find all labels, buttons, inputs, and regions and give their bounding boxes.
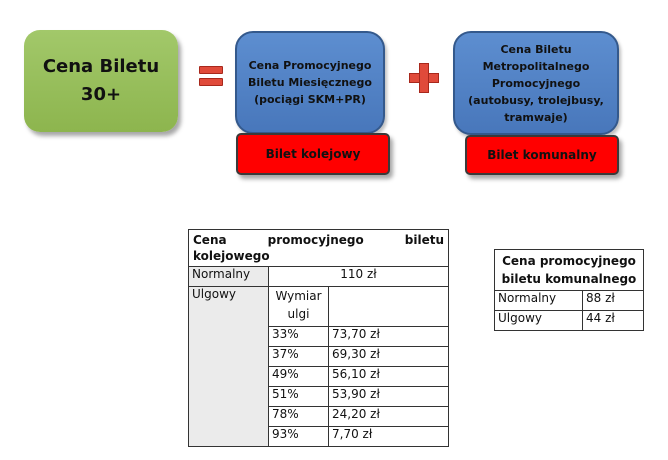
discount-price: 73,70 zł (329, 327, 449, 347)
price-box-line2: 30+ (80, 84, 122, 105)
promo-metro-line5: tramwaje) (504, 110, 568, 124)
discount-price: 7,70 zł (329, 427, 449, 447)
communal-title-line1: Cena promocyjnego (502, 254, 636, 268)
promo-metro-line2: Metropolitalnego (482, 59, 590, 73)
communal-table-title (495, 250, 644, 291)
table-row (189, 267, 449, 287)
discount-header: Wymiar ulgi (269, 287, 329, 327)
table-row (495, 291, 644, 311)
normal-label: Normalny (189, 267, 269, 287)
discount-pct: 93% (269, 427, 329, 447)
discount-price: 24,20 zł (329, 407, 449, 427)
discount-price: 53,90 zł (329, 387, 449, 407)
communal-normal-value: 88 zł (583, 291, 644, 311)
promo-metro-line1: Cena Biletu (500, 42, 572, 56)
promo-metro-box (453, 31, 619, 135)
normal-value: 110 zł (269, 267, 449, 287)
discount-pct: 78% (269, 407, 329, 427)
table-row (495, 311, 644, 331)
communal-ticket-label: Bilet komunalny (465, 135, 619, 175)
rail-title-word: Cena (193, 233, 227, 247)
discount-price: 69,30 zł (329, 347, 449, 367)
rail-title-word: promocyjnego (267, 233, 364, 247)
rail-title-line2: kolejowego (193, 249, 270, 263)
table-row (189, 287, 449, 327)
reduced-label: Ulgowy (189, 287, 269, 447)
rail-ticket-label: Bilet kolejowy (236, 133, 390, 175)
communal-reduced-label: Ulgowy (495, 311, 583, 331)
promo-monthly-box (235, 31, 385, 134)
table-row (189, 230, 449, 267)
promo-monthly-line1: Cena Promocyjnego (248, 59, 372, 72)
price-box-line1: Cena Biletu (42, 56, 160, 77)
promo-monthly-line2: Biletu Miesięcznego (248, 76, 372, 89)
equals-icon (199, 66, 223, 88)
communal-title-line2: biletu komunalnego (501, 272, 637, 286)
discount-pct: 37% (269, 347, 329, 367)
discount-pct: 33% (269, 327, 329, 347)
discount-price: 56,10 zł (329, 367, 449, 387)
table-row (495, 250, 644, 291)
discount-pct: 51% (269, 387, 329, 407)
promo-metro-line3: Promocyjnego (491, 76, 581, 90)
rail-price-table (188, 229, 449, 447)
communal-reduced-value: 44 zł (583, 311, 644, 331)
communal-price-table (494, 249, 644, 331)
rail-title-word: biletu (404, 233, 444, 247)
ticket-30-price-box (24, 30, 178, 132)
communal-normal-label: Normalny (495, 291, 583, 311)
rail-table-title (189, 230, 449, 267)
promo-metro-line4: (autobusy, trolejbusy, (468, 93, 604, 107)
discount-pct: 49% (269, 367, 329, 387)
promo-monthly-line3: (pociągi SKM+PR) (254, 93, 366, 106)
